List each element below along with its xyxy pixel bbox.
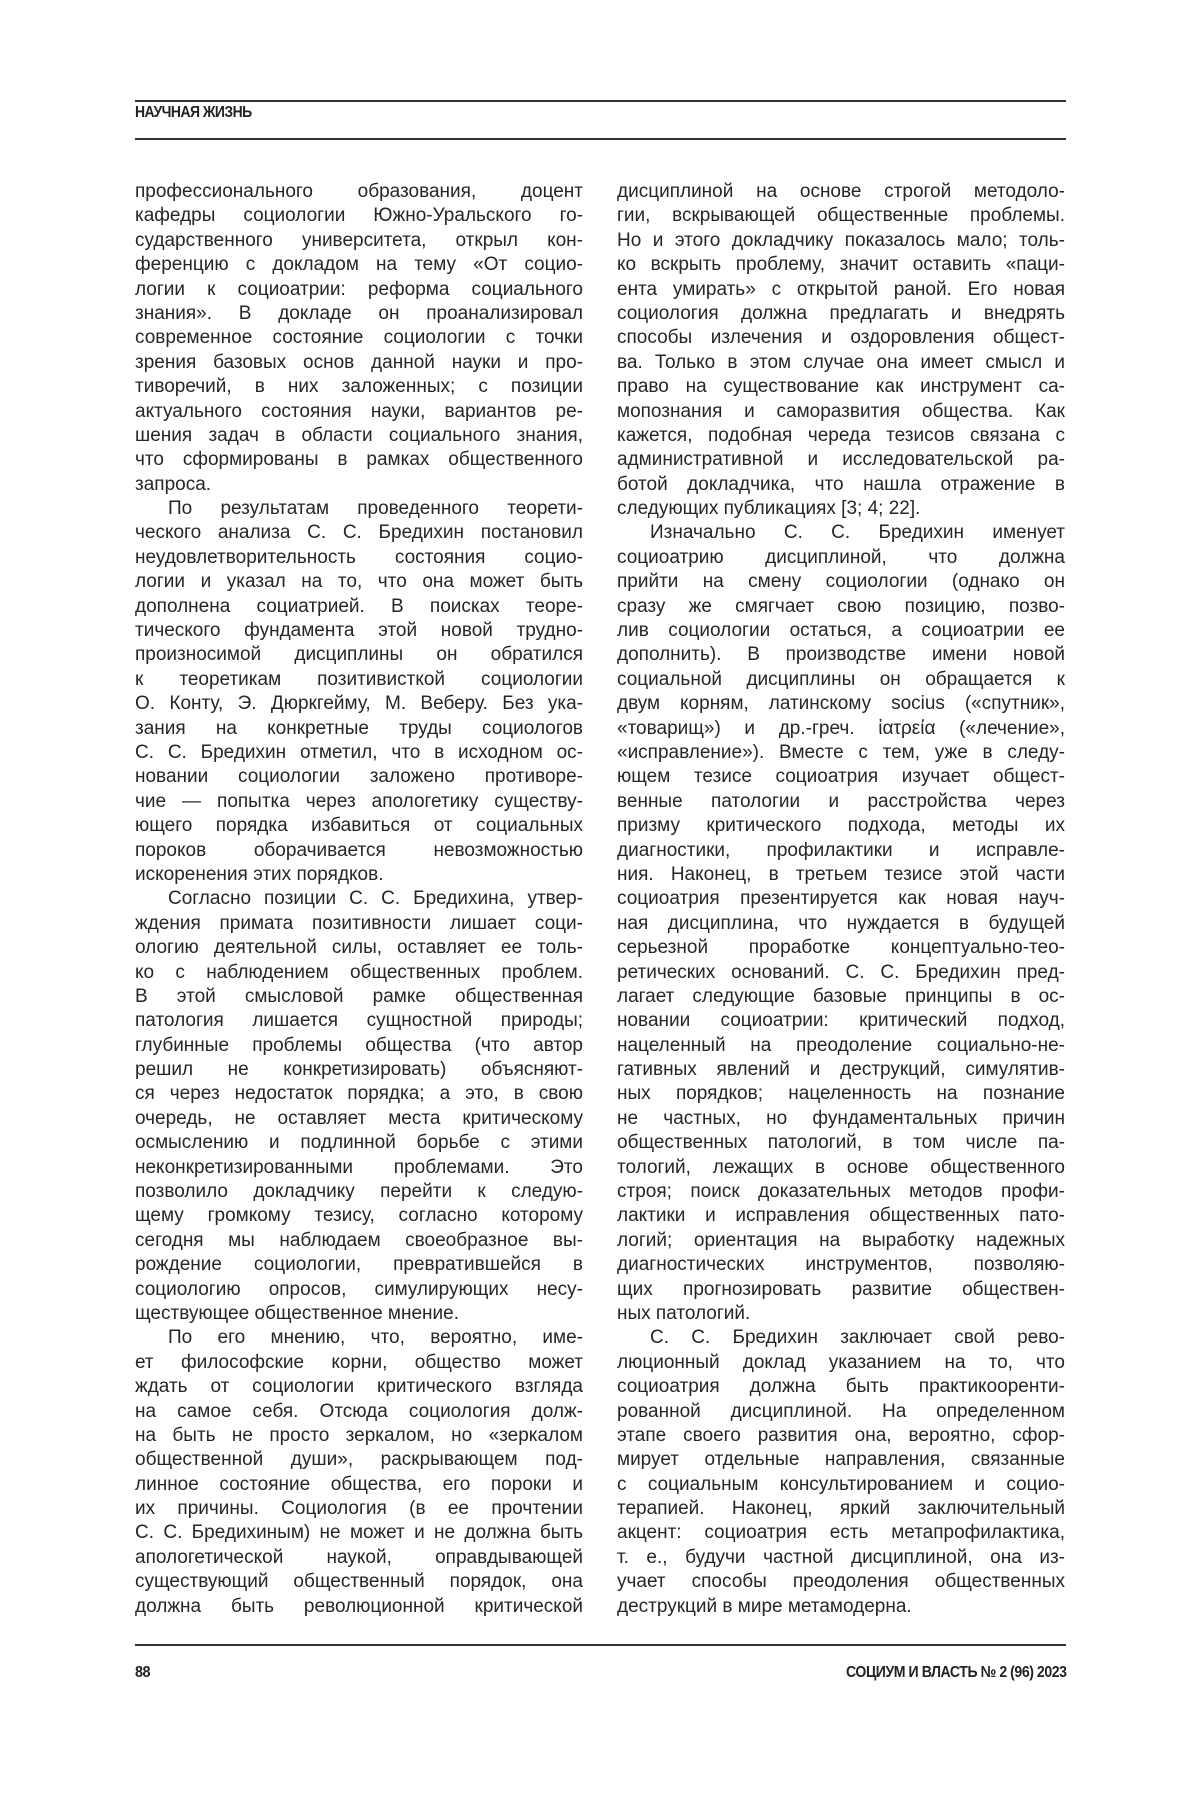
paragraph [135, 497, 583, 887]
text-line: глубинные проблемы общества (что автор [135, 1034, 583, 1058]
text-line: ко вскрыть проблему, значит оставить «паци- [617, 253, 1065, 277]
text-line: деструкций в мире метамодерна. [617, 1595, 1065, 1619]
text-line: произносимой дисциплины он обратился [135, 643, 583, 667]
text-line: новании социологии заложено противоре- [135, 765, 583, 789]
paragraph [135, 887, 583, 1326]
text-line: тиворечий, в них заложенных; с позиции [135, 375, 583, 399]
text-line: рождение социологии, превратившейся в [135, 1253, 583, 1277]
paragraph [617, 521, 1065, 1326]
text-line: зания на конкретные труды социологов [135, 717, 583, 741]
paragraph [617, 1326, 1065, 1619]
text-line: мопознания и саморазвития общества. Как [617, 400, 1065, 424]
text-line: профессионального образования, доцент [135, 180, 583, 204]
text-line: логии и указал на то, что она может быть [135, 570, 583, 594]
paragraph [135, 1326, 583, 1619]
text-line: административной и исследовательской ра- [617, 448, 1065, 472]
section-title: НАУЧНАЯ ЖИЗНЬ [135, 104, 252, 122]
header-rule-top [135, 100, 1066, 102]
text-line: ческого анализа С. С. Бредихин постановил [135, 521, 583, 545]
text-line: гативных явлений и деструкций, симулятив- [617, 1058, 1065, 1082]
text-line: терапией. Наконец, яркий заключительный [617, 1497, 1065, 1521]
text-line: дисциплиной на основе строгой методоло- [617, 180, 1065, 204]
text-line: к теоретикам позитивисткой социологии [135, 668, 583, 692]
text-line: существующий общественный порядок, она [135, 1570, 583, 1594]
text-line: По результатам проведенного теорети- [135, 497, 583, 521]
text-line: новании социоатрии: критический подход, [617, 1009, 1065, 1033]
text-line: прийти на смену социологии (однако он [617, 570, 1065, 594]
text-line: ет философские корни, общество может [135, 1351, 583, 1375]
text-column-right [617, 180, 1065, 1619]
text-line: учает способы преодоления общественных [617, 1570, 1065, 1594]
text-line: Но и этого докладчику показалось мало; толь- [617, 229, 1065, 253]
text-line: запроса. [135, 473, 583, 497]
text-line: дополнить). В производстве имени новой [617, 643, 1065, 667]
text-line: ющего порядка избавиться от социальных [135, 814, 583, 838]
text-line: социология должна предлагать и внедрять [617, 302, 1065, 326]
text-line: очередь, не оставляет места критическому [135, 1107, 583, 1131]
text-line: люционный доклад указанием на то, что [617, 1351, 1065, 1375]
text-line: сегодня мы наблюдаем своеобразное вы- [135, 1229, 583, 1253]
text-line: что сформированы в рамках общественного [135, 448, 583, 472]
text-line: патология лишается сущностной природы; [135, 1009, 583, 1033]
text-line: этапе своего развития она, вероятно, сфор- [617, 1424, 1065, 1448]
footer-rule [135, 1644, 1066, 1646]
text-line: ждать от социологии критического взгляда [135, 1375, 583, 1399]
text-line: строя; поиск доказательных методов профи- [617, 1180, 1065, 1204]
text-line: должна быть революционной критической [135, 1595, 583, 1619]
text-line: ществующее общественное мнение. [135, 1302, 583, 1326]
text-line: современное состояние социологии с точки [135, 326, 583, 350]
text-line: на быть не просто зеркалом, но «зеркалом [135, 1424, 583, 1448]
text-line: О. Конту, Э. Дюркгейму, М. Веберу. Без ука- [135, 692, 583, 716]
text-line: ся через недостаток порядка; а это, в свою [135, 1082, 583, 1106]
text-line: неконкретизированными проблемами. Это [135, 1156, 583, 1180]
text-line: тологий, лежащих в основе общественного [617, 1156, 1065, 1180]
text-line: венные патологии и расстройства через [617, 790, 1065, 814]
text-line: щему громкому тезису, согласно которому [135, 1204, 583, 1228]
text-line: логий; ориентация на выработку надежных [617, 1229, 1065, 1253]
page-number: 88 [135, 1664, 150, 1682]
text-line: шения задач в области социального знания, [135, 424, 583, 448]
text-line: ента умирать» с открытой раной. Его новая [617, 278, 1065, 302]
journal-issue: СОЦИУМ И ВЛАСТЬ № 2 (96) 2023 [846, 1664, 1066, 1682]
text-line: ная дисциплина, что нуждается в будущей [617, 912, 1065, 936]
text-line: Согласно позиции С. С. Бредихина, утвер- [135, 887, 583, 911]
text-line: диагностических инструментов, позволяю- [617, 1253, 1065, 1277]
text-line: ференцию с докладом на тему «От социо- [135, 253, 583, 277]
text-line: социальной дисциплины он обращается к [617, 668, 1065, 692]
text-line: щих прогнозировать развитие обществен- [617, 1278, 1065, 1302]
text-line: способы излечения и оздоровления общест- [617, 326, 1065, 350]
text-line: ретических оснований. С. С. Бредихин пред- [617, 961, 1065, 985]
text-line: искоренения этих порядков. [135, 863, 583, 887]
text-line: их причины. Социология (в ее прочтении [135, 1497, 583, 1521]
text-line: ко с наблюдением общественных проблем. [135, 961, 583, 985]
text-line: социоатрия должна быть практикооренти- [617, 1375, 1065, 1399]
text-line: нацеленный на преодоление социально-не- [617, 1034, 1065, 1058]
text-line: общественных патологий, в том числе па- [617, 1131, 1065, 1155]
text-line: решил не конкретизировать) объясняют- [135, 1058, 583, 1082]
text-line: социологию опросов, симулирующих несу- [135, 1278, 583, 1302]
text-line: следующих публикациях [3; 4; 22]. [617, 497, 1065, 521]
text-line: ждения примата позитивности лишает соци- [135, 912, 583, 936]
text-line: линное состояние общества, его пороки и [135, 1473, 583, 1497]
text-line: ботой докладчика, что нашла отражение в [617, 473, 1065, 497]
text-line: рованной дисциплиной. На определенном [617, 1400, 1065, 1424]
text-line: С. С. Бредихиным) не может и не должна быть [135, 1521, 583, 1545]
text-line: кафедры социологии Южно-Уральского го- [135, 204, 583, 228]
text-line: социоатрию дисциплиной, что должна [617, 546, 1065, 570]
text-line: общественной души», раскрывающем под- [135, 1448, 583, 1472]
text-column-left [135, 180, 583, 1619]
text-line: ных порядков; нацеленность на познание [617, 1082, 1065, 1106]
text-line: диагностики, профилактики и исправле- [617, 839, 1065, 863]
text-line: лактики и исправления общественных пато- [617, 1204, 1065, 1228]
text-line: С. С. Бредихин отметил, что в исходном ос- [135, 741, 583, 765]
text-line: кажется, подобная череда тезисов связана с [617, 424, 1065, 448]
text-line: ва. Только в этом случае она имеет смысл и [617, 351, 1065, 375]
text-line: акцент: социоатрия есть метапрофилактика, [617, 1521, 1065, 1545]
text-line: актуального состояния науки, вариантов ре- [135, 400, 583, 424]
paragraph [617, 180, 1065, 521]
text-line: гии, вскрывающей общественные проблемы. [617, 204, 1065, 228]
text-line: апологетической наукой, оправдывающей [135, 1546, 583, 1570]
text-line: с социальным консультированием и социо- [617, 1473, 1065, 1497]
text-line: С. С. Бредихин заключает свой рево- [617, 1326, 1065, 1350]
text-line: право на существование как инструмент са- [617, 375, 1065, 399]
text-line: призму критического подхода, методы их [617, 814, 1065, 838]
text-line: пороков оборачивается невозможностью [135, 839, 583, 863]
text-line: «исправление»). Вместе с тем, уже в следу- [617, 741, 1065, 765]
text-line: дополнена социатрией. В поисках теоре- [135, 595, 583, 619]
text-line: не частных, но фундаментальных причин [617, 1107, 1065, 1131]
text-line: на самое себя. Отсюда социология долж- [135, 1400, 583, 1424]
text-line: лив социологии остаться, а социоатрии ее [617, 619, 1065, 643]
text-line: лагает следующие базовые принципы в ос- [617, 985, 1065, 1009]
text-line: серьезной проработке концептуально-тео- [617, 936, 1065, 960]
text-line: сразу же смягчает свою позицию, позво- [617, 595, 1065, 619]
text-line: осмыслению и подлинной борьбе с этими [135, 1131, 583, 1155]
text-line: позволило докладчику перейти к следую- [135, 1180, 583, 1204]
text-line: неудовлетворительность состояния социо- [135, 546, 583, 570]
header-rule-bottom [135, 138, 1066, 140]
text-line: тического фундамента этой новой трудно- [135, 619, 583, 643]
text-line: двум корням, латинскому socius («спутник», [617, 692, 1065, 716]
text-line: В этой смысловой рамке общественная [135, 985, 583, 1009]
text-line: ния. Наконец, в третьем тезисе этой части [617, 863, 1065, 887]
text-line: ющем тезисе социоатрия изучает общест- [617, 765, 1065, 789]
paragraph [135, 180, 583, 497]
text-line: знания». В докладе он проанализировал [135, 302, 583, 326]
text-line: мирует отдельные направления, связанные [617, 1448, 1065, 1472]
text-line: зрения базовых основ данной науки и про- [135, 351, 583, 375]
text-line: ологию деятельной силы, оставляет ее толь- [135, 936, 583, 960]
text-line: ных патологий. [617, 1302, 1065, 1326]
text-line: логии к социоатрии: реформа социального [135, 278, 583, 302]
text-line: социоатрия презентируется как новая науч- [617, 887, 1065, 911]
text-line: Изначально С. С. Бредихин именует [617, 521, 1065, 545]
text-line: чие — попытка через апологетику существу- [135, 790, 583, 814]
text-line: По его мнению, что, вероятно, име- [135, 1326, 583, 1350]
text-line: сударственного университета, открыл кон- [135, 229, 583, 253]
text-line: «товарищ») и др.-греч. ἰατρεία («лечение», [617, 717, 1065, 741]
text-line: т. е., будучи частной дисциплиной, она из- [617, 1546, 1065, 1570]
